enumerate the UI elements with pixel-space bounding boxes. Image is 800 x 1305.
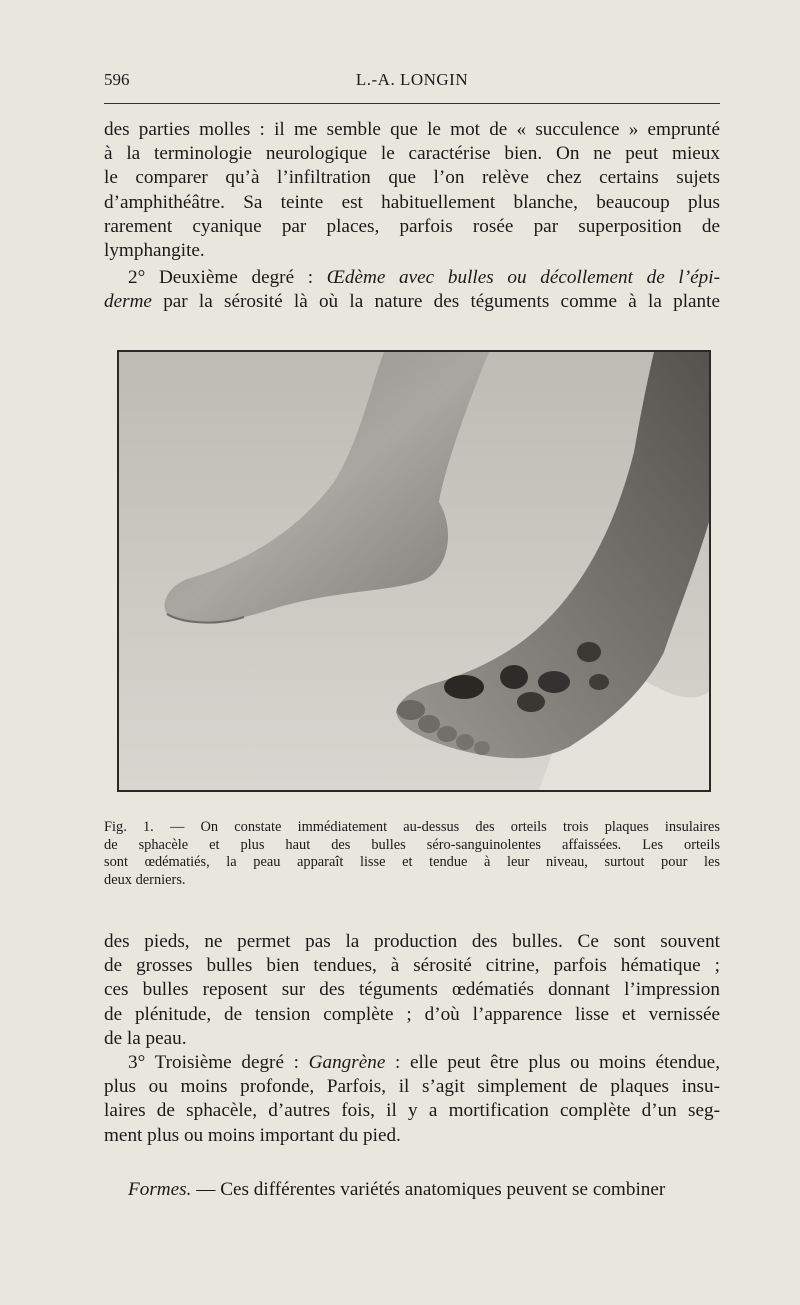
text-line: plus ou moins profonde, Parfois, il s’agit simplement de plaques insu- — [104, 1076, 720, 1098]
text-span: par la sérosité là où la nature des téguments comme à la plante — [151, 291, 720, 313]
paragraph-3 — [104, 930, 720, 1051]
page-number: 596 — [104, 70, 130, 89]
paragraph-4 — [104, 1051, 720, 1148]
figure-photograph — [117, 350, 711, 792]
section-label: Formes. — [128, 1179, 192, 1200]
text-span: : elle peut être plus ou moins étendue, — [385, 1052, 720, 1073]
paragraph-2 — [104, 266, 720, 314]
text-span: — Ces différentes variétés anatomiques peuvent se combiner — [191, 1179, 666, 1200]
text-line — [104, 266, 720, 290]
degree-label: 2° Deuxième degré : — [128, 267, 327, 288]
text-line: des parties molles : il me semble que le mot de « succulence » emprunté — [104, 119, 720, 140]
text-line: ment plus ou moins important du pied. — [104, 1124, 401, 1146]
caption-line: de sphacèle et plus haut des bulles séro-sanguinolentes affaissées. Les orteils — [104, 836, 720, 853]
degree-title: Gangrène — [308, 1052, 386, 1073]
text-line: le comparer qu’à l’infiltration que l’on relève chez certains sujets — [104, 167, 720, 189]
feet-photograph-illustration — [119, 352, 709, 790]
page-header — [104, 70, 720, 96]
text-line: laires de sphacèle, d’autres fois, il y a mortification complète d’un seg- — [104, 1100, 720, 1122]
text-line — [104, 1051, 720, 1075]
text-line: de plénitude, de tension complète ; d’où l’apparence lisse et vernissée — [104, 1003, 720, 1025]
text-line: de grosses bulles bien tendues, à sérosité citrine, parfois hématique ; — [104, 955, 720, 977]
text-line: rarement cyanique par places, parfois rosée par superposition de — [104, 215, 720, 237]
degree-title: Œdème avec bulles ou décollement de l’épi- — [326, 267, 720, 288]
caption-line: Fig. 1. — On constate immédiatement au-dessus des orteils trois plaques insulaires — [104, 819, 720, 835]
text-line — [104, 1178, 720, 1202]
paragraph-1 — [104, 118, 720, 263]
text-line: des pieds, ne permet pas la production des bulles. Ce sont souvent — [104, 931, 720, 952]
header-rule — [104, 103, 720, 104]
paragraph-5 — [104, 1178, 720, 1202]
text-line — [104, 290, 720, 314]
text-line: ces bulles reposent sur des téguments œdématiés donnant l’impression — [104, 979, 720, 1001]
running-head: L.-A. LONGIN — [355, 70, 469, 89]
text-line: à la terminologie neurologique le caractérise bien. On ne peut mieux — [104, 143, 720, 165]
figure-caption — [104, 819, 720, 889]
caption-line: deux derniers. — [104, 871, 186, 888]
text-line: d’amphithéâtre. Sa teinte est habituellement blanche, beaucoup plus — [104, 191, 720, 213]
degree-label: 3° Troisième degré : — [128, 1052, 309, 1073]
text-line: lymphangite. — [104, 240, 205, 262]
caption-line: sont œdématiés, la peau apparaît lisse et tendue à leur niveau, surtout pour les — [104, 854, 720, 871]
text-line: de la peau. — [104, 1027, 187, 1049]
degree-title-cont: derme — [104, 291, 152, 313]
